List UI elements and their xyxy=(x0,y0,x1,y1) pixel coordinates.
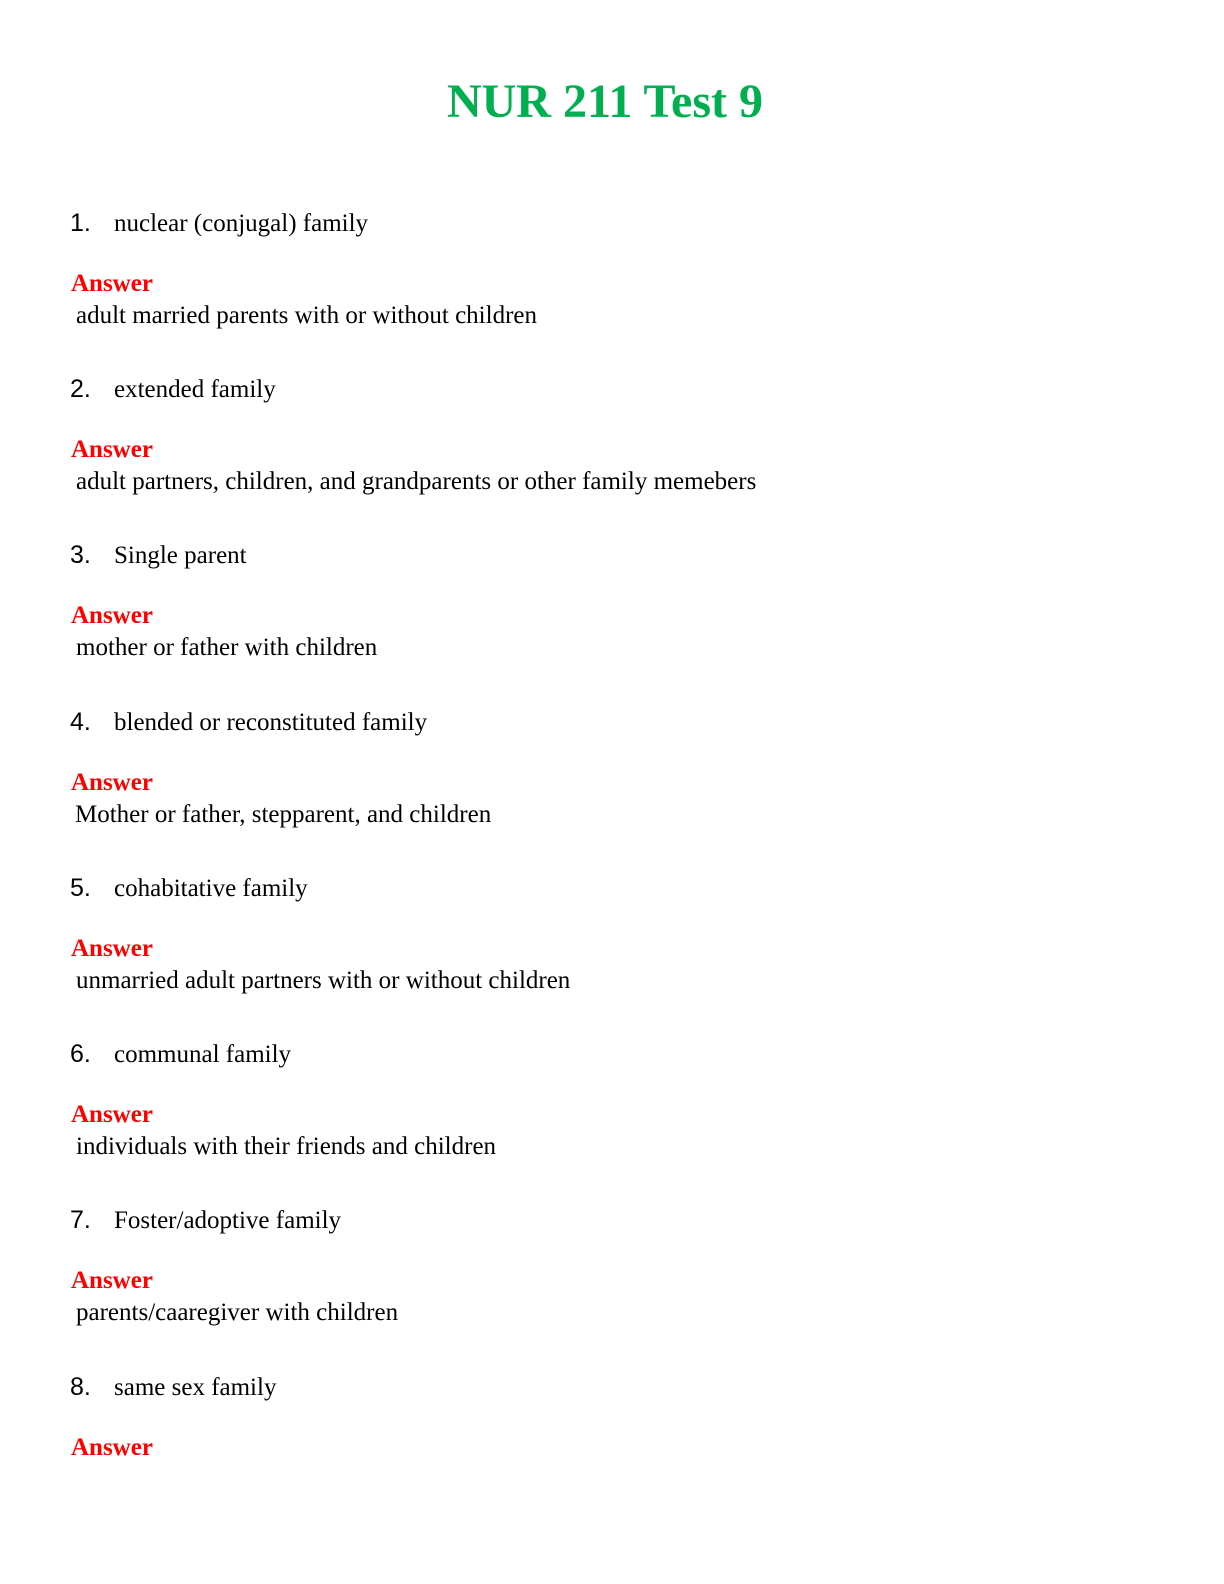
question-number: 5. xyxy=(70,874,91,902)
answer-label: Answer xyxy=(71,935,153,962)
answer-label: Answer xyxy=(71,1434,153,1461)
question-term: Foster/adoptive family xyxy=(114,1207,342,1234)
question-number: 3. xyxy=(70,541,91,569)
question xyxy=(70,206,368,240)
question-term: blended or reconstituted family xyxy=(114,709,428,736)
question xyxy=(70,1203,341,1237)
answer-label: Answer xyxy=(71,436,153,463)
page-title: NUR 211 Test 9 xyxy=(446,75,764,128)
answer-text: parents/caaregiver with children xyxy=(76,1299,399,1326)
answer-label: Answer xyxy=(71,769,153,796)
question-number: 1. xyxy=(70,209,91,237)
question-term: extended family xyxy=(114,376,276,403)
question-number: 8. xyxy=(70,1373,91,1401)
question xyxy=(70,1037,291,1071)
question-term: nuclear (conjugal) family xyxy=(114,210,369,237)
answer-text: Mother or father, stepparent, and children xyxy=(75,801,492,828)
answer-label: Answer xyxy=(71,1267,153,1294)
question xyxy=(70,705,427,739)
question xyxy=(70,538,247,572)
question-term: same sex family xyxy=(114,1374,277,1401)
answer-label: Answer xyxy=(71,602,153,629)
answer-text: mother or father with children xyxy=(76,634,378,661)
answer-text: unmarried adult partners with or without children xyxy=(76,967,571,994)
question xyxy=(70,372,276,406)
answer-label: Answer xyxy=(71,1101,153,1128)
question-number: 7. xyxy=(70,1206,91,1234)
question xyxy=(70,871,308,905)
question xyxy=(70,1370,276,1404)
question-number: 2. xyxy=(70,375,91,403)
question-term: cohabitative family xyxy=(114,875,308,902)
question-number: 4. xyxy=(70,708,91,736)
question-term: communal family xyxy=(114,1041,292,1068)
answer-text: individuals with their friends and children xyxy=(76,1133,497,1160)
answer-label: Answer xyxy=(71,270,153,297)
question-number: 6. xyxy=(70,1040,91,1068)
answer-text: adult partners, children, and grandparents or other family memebers xyxy=(76,468,757,495)
answer-text: adult married parents with or without children xyxy=(76,302,537,329)
question-term: Single parent xyxy=(114,542,247,569)
